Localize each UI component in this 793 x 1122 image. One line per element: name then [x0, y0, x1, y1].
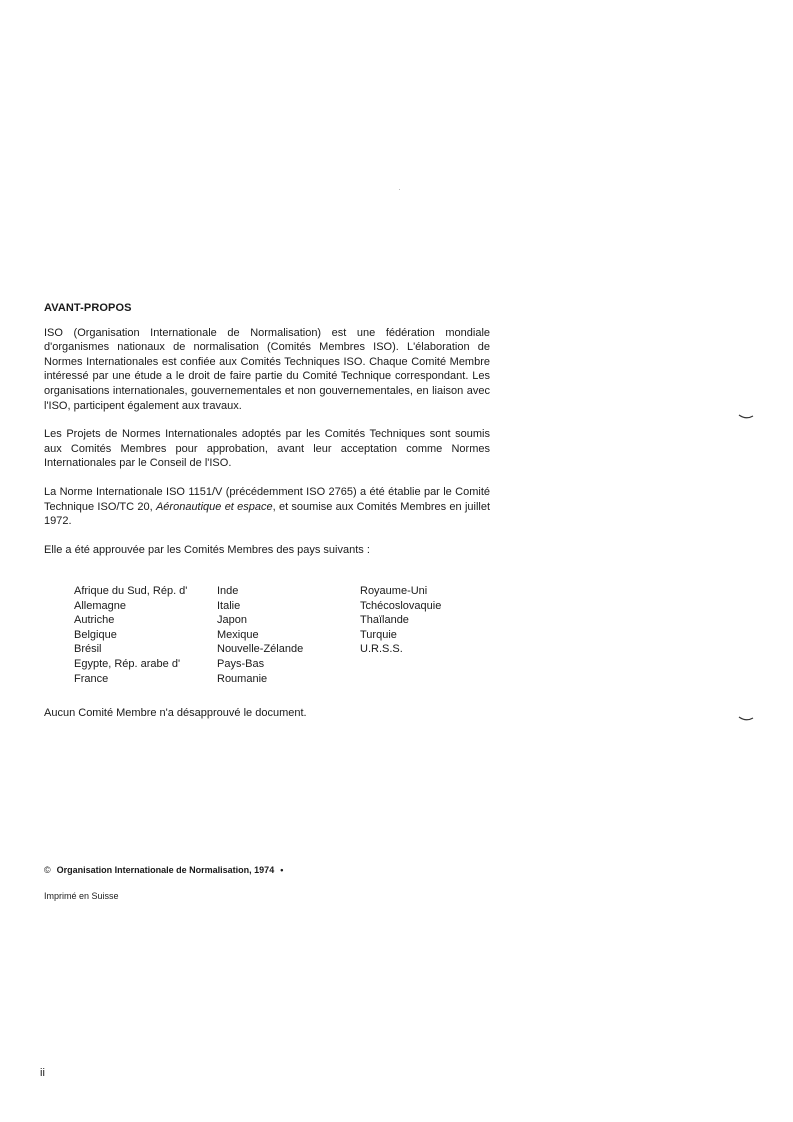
- country-item: Mexique: [217, 628, 259, 641]
- country-item: Brésil: [74, 643, 102, 656]
- paragraph-approval-process: Les Projets de Normes Internationales adoptés par les Comités Techniques sont soumis aux Comités Membres pour approbation, avant leur acceptation comme Normes Internationales par le Conseil de l'ISO.: [44, 428, 490, 470]
- closing-statement: Aucun Comité Membre n'a désapprouvé le document.: [44, 707, 307, 719]
- country-column-1: [74, 584, 187, 686]
- country-item: Japon: [217, 614, 247, 627]
- country-item: Allemagne: [74, 599, 126, 612]
- copyright-text: Organisation Internationale de Normalisation, 1974: [56, 865, 275, 875]
- copyright-line: [44, 865, 283, 875]
- margin-mark-icon: [738, 414, 754, 420]
- country-item: Thaïlande: [360, 614, 409, 627]
- country-item: Royaume-Uni: [360, 585, 428, 597]
- country-item: Tchécoslovaquie: [360, 599, 442, 612]
- foreword-section: [44, 301, 490, 571]
- country-item: U.R.S.S.: [360, 643, 403, 656]
- country-item: Italie: [217, 599, 241, 612]
- country-item: Autriche: [74, 614, 115, 627]
- copyright-icon: ©: [44, 865, 51, 875]
- origin-text-after: , et soumise aux Comités Membres en juillet 1972.: [44, 500, 491, 528]
- country-item: Roumanie: [217, 672, 268, 685]
- paragraph-standard-origin: [44, 485, 490, 529]
- country-item: France: [74, 672, 109, 685]
- country-item: Nouvelle-Zélande: [217, 643, 304, 656]
- country-item: Pays-Bas: [217, 657, 265, 670]
- country-item: Afrique du Sud, Rép. d': [74, 585, 188, 597]
- origin-text-before: La Norme Internationale ISO 1151/V (précédemment ISO 2765) a été établie par le Comité Technique ISO/TC 20,: [44, 485, 490, 513]
- margin-mark-icon: [738, 716, 754, 722]
- section-heading: AVANT-PROPOS: [44, 302, 132, 314]
- page-number: ii: [40, 1067, 45, 1079]
- printed-in: Imprimé en Suisse: [44, 891, 119, 901]
- country-item: Egypte, Rép. arabe d': [74, 657, 181, 670]
- country-item: Belgique: [74, 628, 117, 641]
- scan-speck: [399, 189, 400, 190]
- country-column-3: [360, 584, 441, 657]
- paragraph-approved-by: Elle a été approuvée par les Comités Membres des pays suivants :: [44, 543, 370, 556]
- committee-title: Aéronautique et espace: [155, 500, 273, 513]
- country-item: Inde: [217, 585, 239, 597]
- country-item: Turquie: [360, 628, 397, 641]
- country-column-2: [217, 584, 303, 686]
- paragraph-iso-intro: ISO (Organisation Internationale de Normalisation) est une fédération mondiale d'organismes nationaux de normalisation (Comités Membres ISO). L'élaboration de Normes Internationales est confiée aux Comités Techniques ISO. Chaque Comité Membre intéressé par une étude a le droit de faire partie du Comité Technique correspondant. Les organisations internationales, gouvernementales et non gouvernementales, en liaison avec l'ISO, participent également aux travaux.: [44, 326, 490, 412]
- bullet-icon: •: [280, 865, 284, 875]
